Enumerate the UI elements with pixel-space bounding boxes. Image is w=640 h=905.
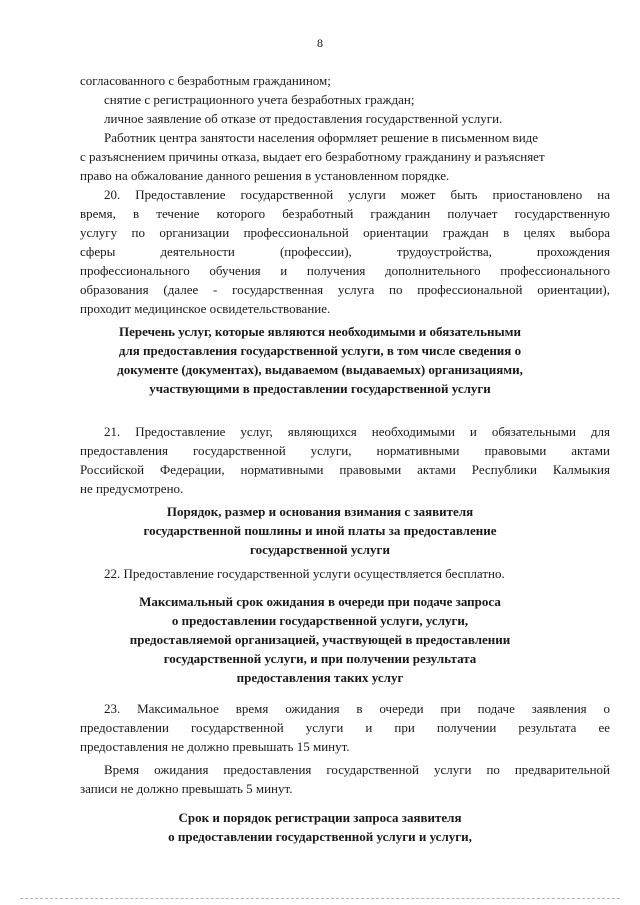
text-line: 23. Максимальное время ожидания в очереди при подаче заявления о bbox=[104, 701, 610, 716]
section-heading: о предоставлении государственной услуги, услуги, bbox=[171, 613, 469, 628]
text-line: 20. Предоставление государственной услуги может быть приостановлено на bbox=[104, 187, 610, 202]
section-heading: государственной пошлины и иной платы за предоставление bbox=[143, 523, 497, 538]
text-line: проходит медицинское освидетельствование. bbox=[80, 301, 331, 316]
text-line: не предусмотрено. bbox=[80, 481, 184, 496]
section-heading: документе (документах), выдаваемом (выдаваемых) организациями, bbox=[117, 362, 523, 377]
text-line: Работник центра занятости населения оформляет решение в письменном виде bbox=[104, 130, 539, 145]
text-line: записи не должно превышать 5 минут. bbox=[80, 781, 293, 796]
section-heading: участвующими в предоставлении государственной услуги bbox=[149, 381, 491, 396]
section-heading: для предоставления государственной услуги, в том числе сведения о bbox=[118, 343, 522, 358]
text-line: время, в течение которого безработный гражданин получает государственную bbox=[80, 206, 610, 221]
section-heading: Перечень услуг, которые являются необходимыми и обязательными bbox=[119, 324, 521, 339]
text-line: право на обжалование данного решения в установленном порядке. bbox=[80, 168, 450, 183]
text-line: услугу по организации профессиональной ориентации граждан в целях выбора bbox=[80, 225, 610, 240]
section-heading: Порядок, размер и основания взимания с заявителя bbox=[166, 504, 474, 519]
text-line: 22. Предоставление государственной услуги осуществляется бесплатно. bbox=[104, 566, 505, 581]
section-heading: предоставления таких услуг bbox=[236, 670, 404, 685]
section-heading: о предоставлении государственной услуги и услуги, bbox=[168, 829, 472, 844]
text-line: снятие с регистрационного учета безработных граждан; bbox=[104, 92, 415, 107]
text-line: Время ожидания предоставления государственной услуги по предварительной bbox=[104, 762, 610, 777]
text-line: образования (далее - государственная услуга по профессиональной ориентации), bbox=[80, 282, 610, 297]
text-line: профессионального обучения и получения дополнительного профессионального bbox=[80, 263, 610, 278]
text-line: предоставления государственной услуги, нормативными правовыми актами bbox=[80, 443, 610, 458]
text-line: с разъяснением причины отказа, выдает его безработному гражданину и разъясняет bbox=[80, 149, 545, 164]
section-heading: Максимальный срок ожидания в очереди при подаче запроса bbox=[139, 594, 501, 609]
text-line: предоставлении государственной услуги и при получении результата ее bbox=[80, 720, 610, 735]
text-line: предоставления не должно превышать 15 минут. bbox=[80, 739, 350, 754]
section-heading: государственной услуги, и при получении результата bbox=[163, 651, 477, 666]
page-number: 8 bbox=[317, 36, 323, 50]
text-line: личное заявление об отказе от предоставления государственной услуги. bbox=[104, 111, 503, 126]
text-line: 21. Предоставление услуг, являющихся необходимыми и обязательными для bbox=[104, 424, 610, 439]
text-line: сферы деятельности (профессии), трудоустройства, прохождения bbox=[80, 244, 610, 259]
section-heading: Срок и порядок регистрации запроса заявителя bbox=[178, 810, 462, 825]
text-line: Российской Федерации, нормативными правовыми актами Республики Калмыкия bbox=[80, 462, 610, 477]
page-bottom-edge bbox=[20, 898, 620, 899]
text-line: согласованного с безработным гражданином; bbox=[80, 73, 331, 88]
section-heading: предоставляемой организацией, участвующей в предоставлении bbox=[129, 632, 511, 647]
section-heading: государственной услуги bbox=[250, 542, 390, 557]
